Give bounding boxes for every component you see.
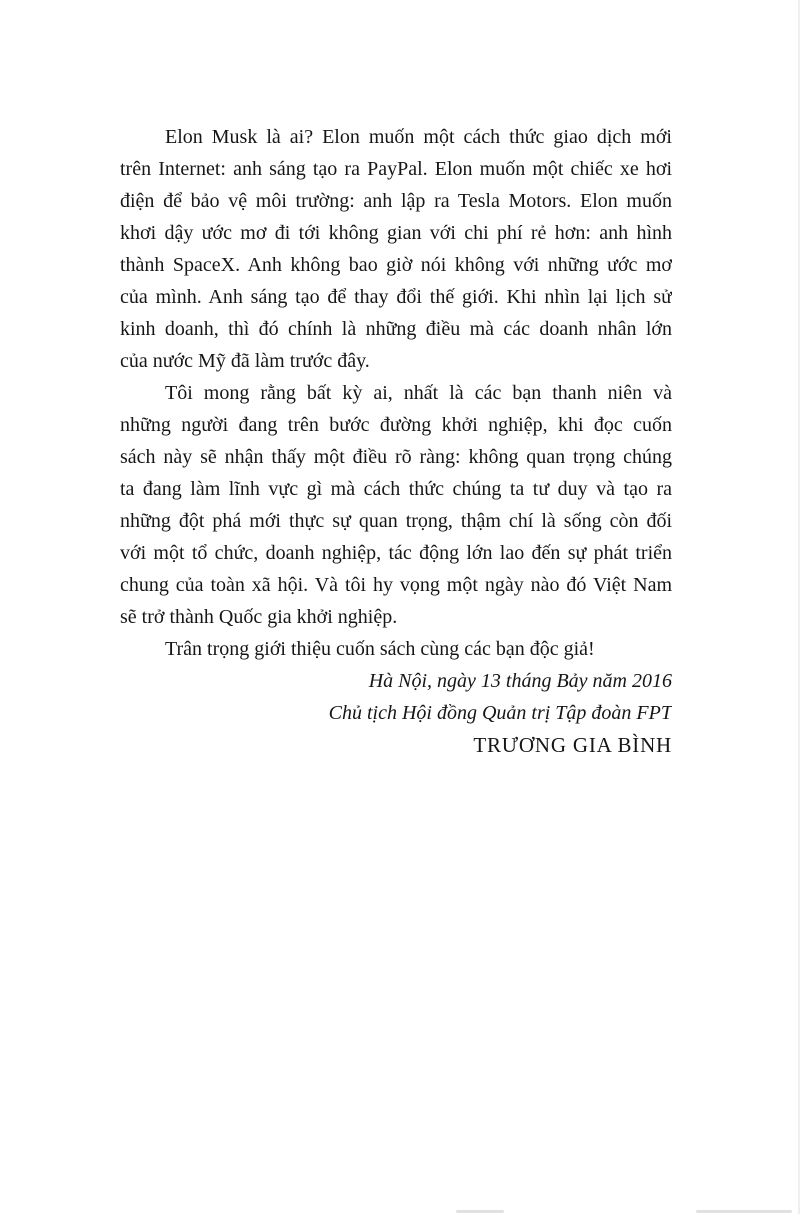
role-line: Chủ tịch Hội đồng Quản trị Tập đoàn FPT [328, 702, 672, 724]
scan-artifact [456, 1210, 504, 1213]
text-line: chung của toàn xã hội. Và tôi hy vọng một ngày nào đó Việt Nam [120, 574, 672, 596]
text-line: Trân trọng giới thiệu cuốn sách cùng các bạn độc giả! [165, 638, 595, 660]
text-line: khơi dậy ước mơ đi tới không gian với chi phí rẻ hơn: anh hình [120, 222, 672, 244]
signature-line: TRƯƠNG GIA BÌNH [473, 733, 672, 757]
text-line: sách này sẽ nhận thấy một điều rõ ràng: không quan trọng chúng [120, 446, 672, 468]
foreword-text [120, 121, 672, 761]
text-line: sẽ trở thành Quốc gia khởi nghiệp. [120, 606, 398, 628]
scan-artifact [696, 1210, 792, 1213]
text-line: của nước Mỹ đã làm trước đây. [120, 350, 370, 372]
text-line: điện để bảo vệ môi trường: anh lập ra Tesla Motors. Elon muốn [120, 190, 672, 212]
paragraph-hope-for-readers [120, 377, 672, 633]
text-line: của mình. Anh sáng tạo để thay đổi thế giới. Khi nhìn lại lịch sử [120, 286, 672, 308]
text-line: Elon Musk là ai? Elon muốn một cách thức giao dịch mới [165, 126, 672, 148]
paragraph-recommendation [120, 633, 672, 665]
text-line: những người đang trên bước đường khởi nghiệp, khi đọc cuốn [120, 414, 672, 436]
text-line: ta đang làm lĩnh vực gì mà cách thức chúng ta tư duy và tạo ra [120, 478, 672, 500]
text-line: Tôi mong rằng bất kỳ ai, nhất là các bạn thanh niên và [165, 382, 672, 404]
text-line: những đột phá mới thực sự quan trọng, thậm chí là sống còn đối [120, 510, 672, 532]
text-line: kinh doanh, thì đó chính là những điều mà các doanh nhân lớn [120, 318, 672, 340]
text-line: với một tổ chức, doanh nghiệp, tác động lớn lao đến sự phát triển [120, 542, 672, 564]
date-line: Hà Nội, ngày 13 tháng Bảy năm 2016 [368, 670, 672, 692]
text-line: thành SpaceX. Anh không bao giờ nói không với những ước mơ [120, 254, 672, 276]
text-line: trên Internet: anh sáng tạo ra PayPal. Elon muốn một chiếc xe hơi [120, 158, 672, 180]
paragraph-elon-intro [120, 121, 672, 377]
